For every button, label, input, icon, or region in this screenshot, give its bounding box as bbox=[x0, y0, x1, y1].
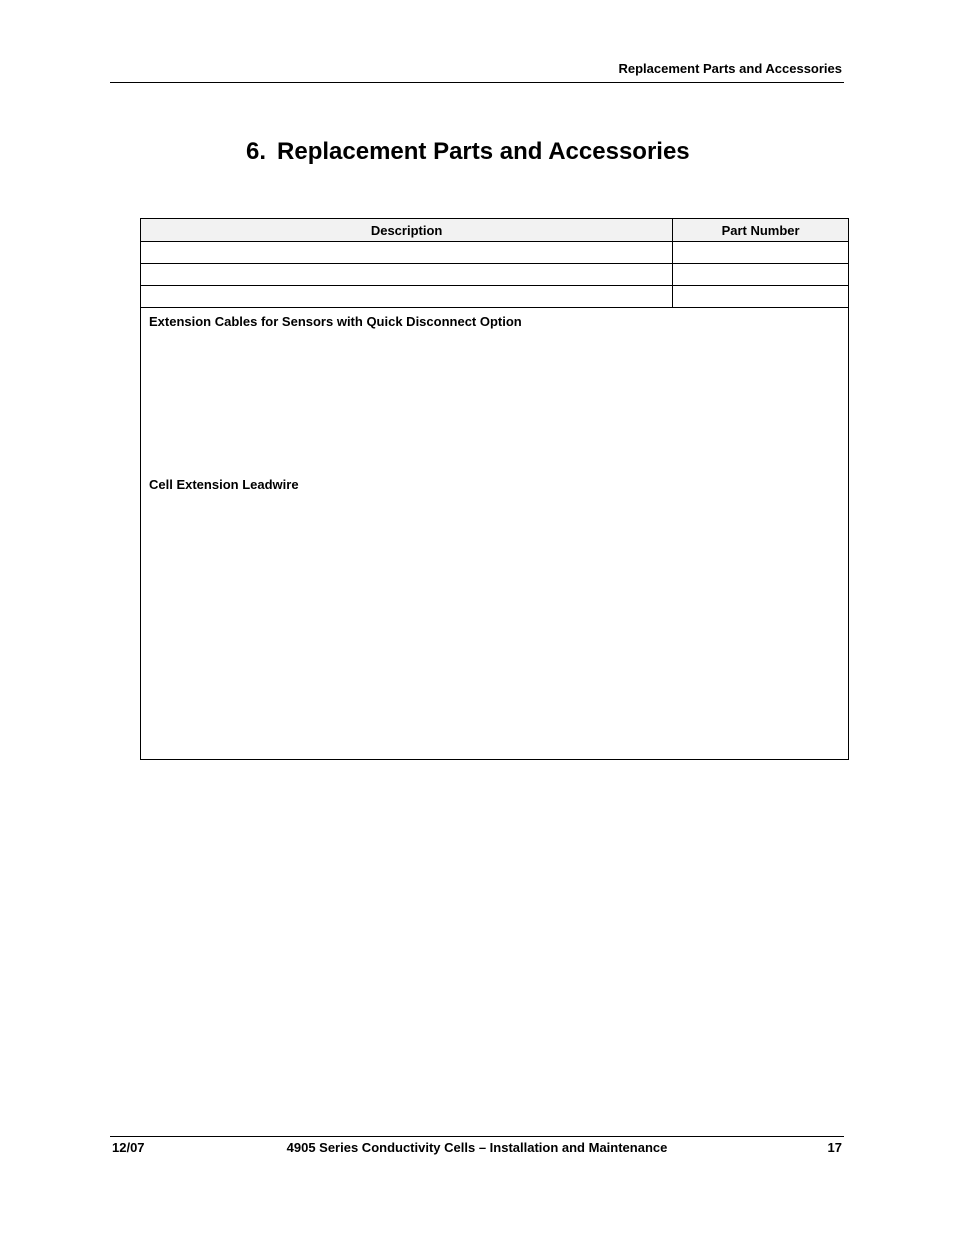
section-title bbox=[246, 138, 690, 166]
group-label-cell-extension-leadwire: Cell Extension Leadwire bbox=[149, 477, 299, 492]
parts-table bbox=[140, 218, 849, 760]
running-header: Replacement Parts and Accessories bbox=[618, 61, 842, 76]
table-row bbox=[141, 242, 849, 264]
footer-doc-title: 4905 Series Conductivity Cells – Installation and Maintenance bbox=[286, 1140, 668, 1155]
footer-rule bbox=[110, 1136, 844, 1137]
table-group-row bbox=[141, 308, 849, 760]
section-number: 6. bbox=[246, 138, 267, 165]
table-row bbox=[141, 286, 849, 308]
table-header-row bbox=[141, 219, 849, 242]
description-cell bbox=[141, 264, 673, 286]
group-cell bbox=[141, 308, 849, 760]
part-number-cell bbox=[673, 242, 849, 264]
section-title-text: Replacement Parts and Accessories bbox=[277, 138, 690, 165]
column-header-description: Description bbox=[141, 219, 673, 242]
part-number-cell bbox=[673, 264, 849, 286]
description-cell bbox=[141, 286, 673, 308]
table-row bbox=[141, 264, 849, 286]
column-header-part-number: Part Number bbox=[673, 219, 849, 242]
footer-page-number: 17 bbox=[827, 1140, 842, 1155]
header-rule bbox=[110, 82, 844, 83]
group-label-extension-cables: Extension Cables for Sensors with Quick Disconnect Option bbox=[149, 314, 522, 329]
description-cell bbox=[141, 242, 673, 264]
part-number-cell bbox=[673, 286, 849, 308]
footer-date: 12/07 bbox=[112, 1140, 145, 1155]
